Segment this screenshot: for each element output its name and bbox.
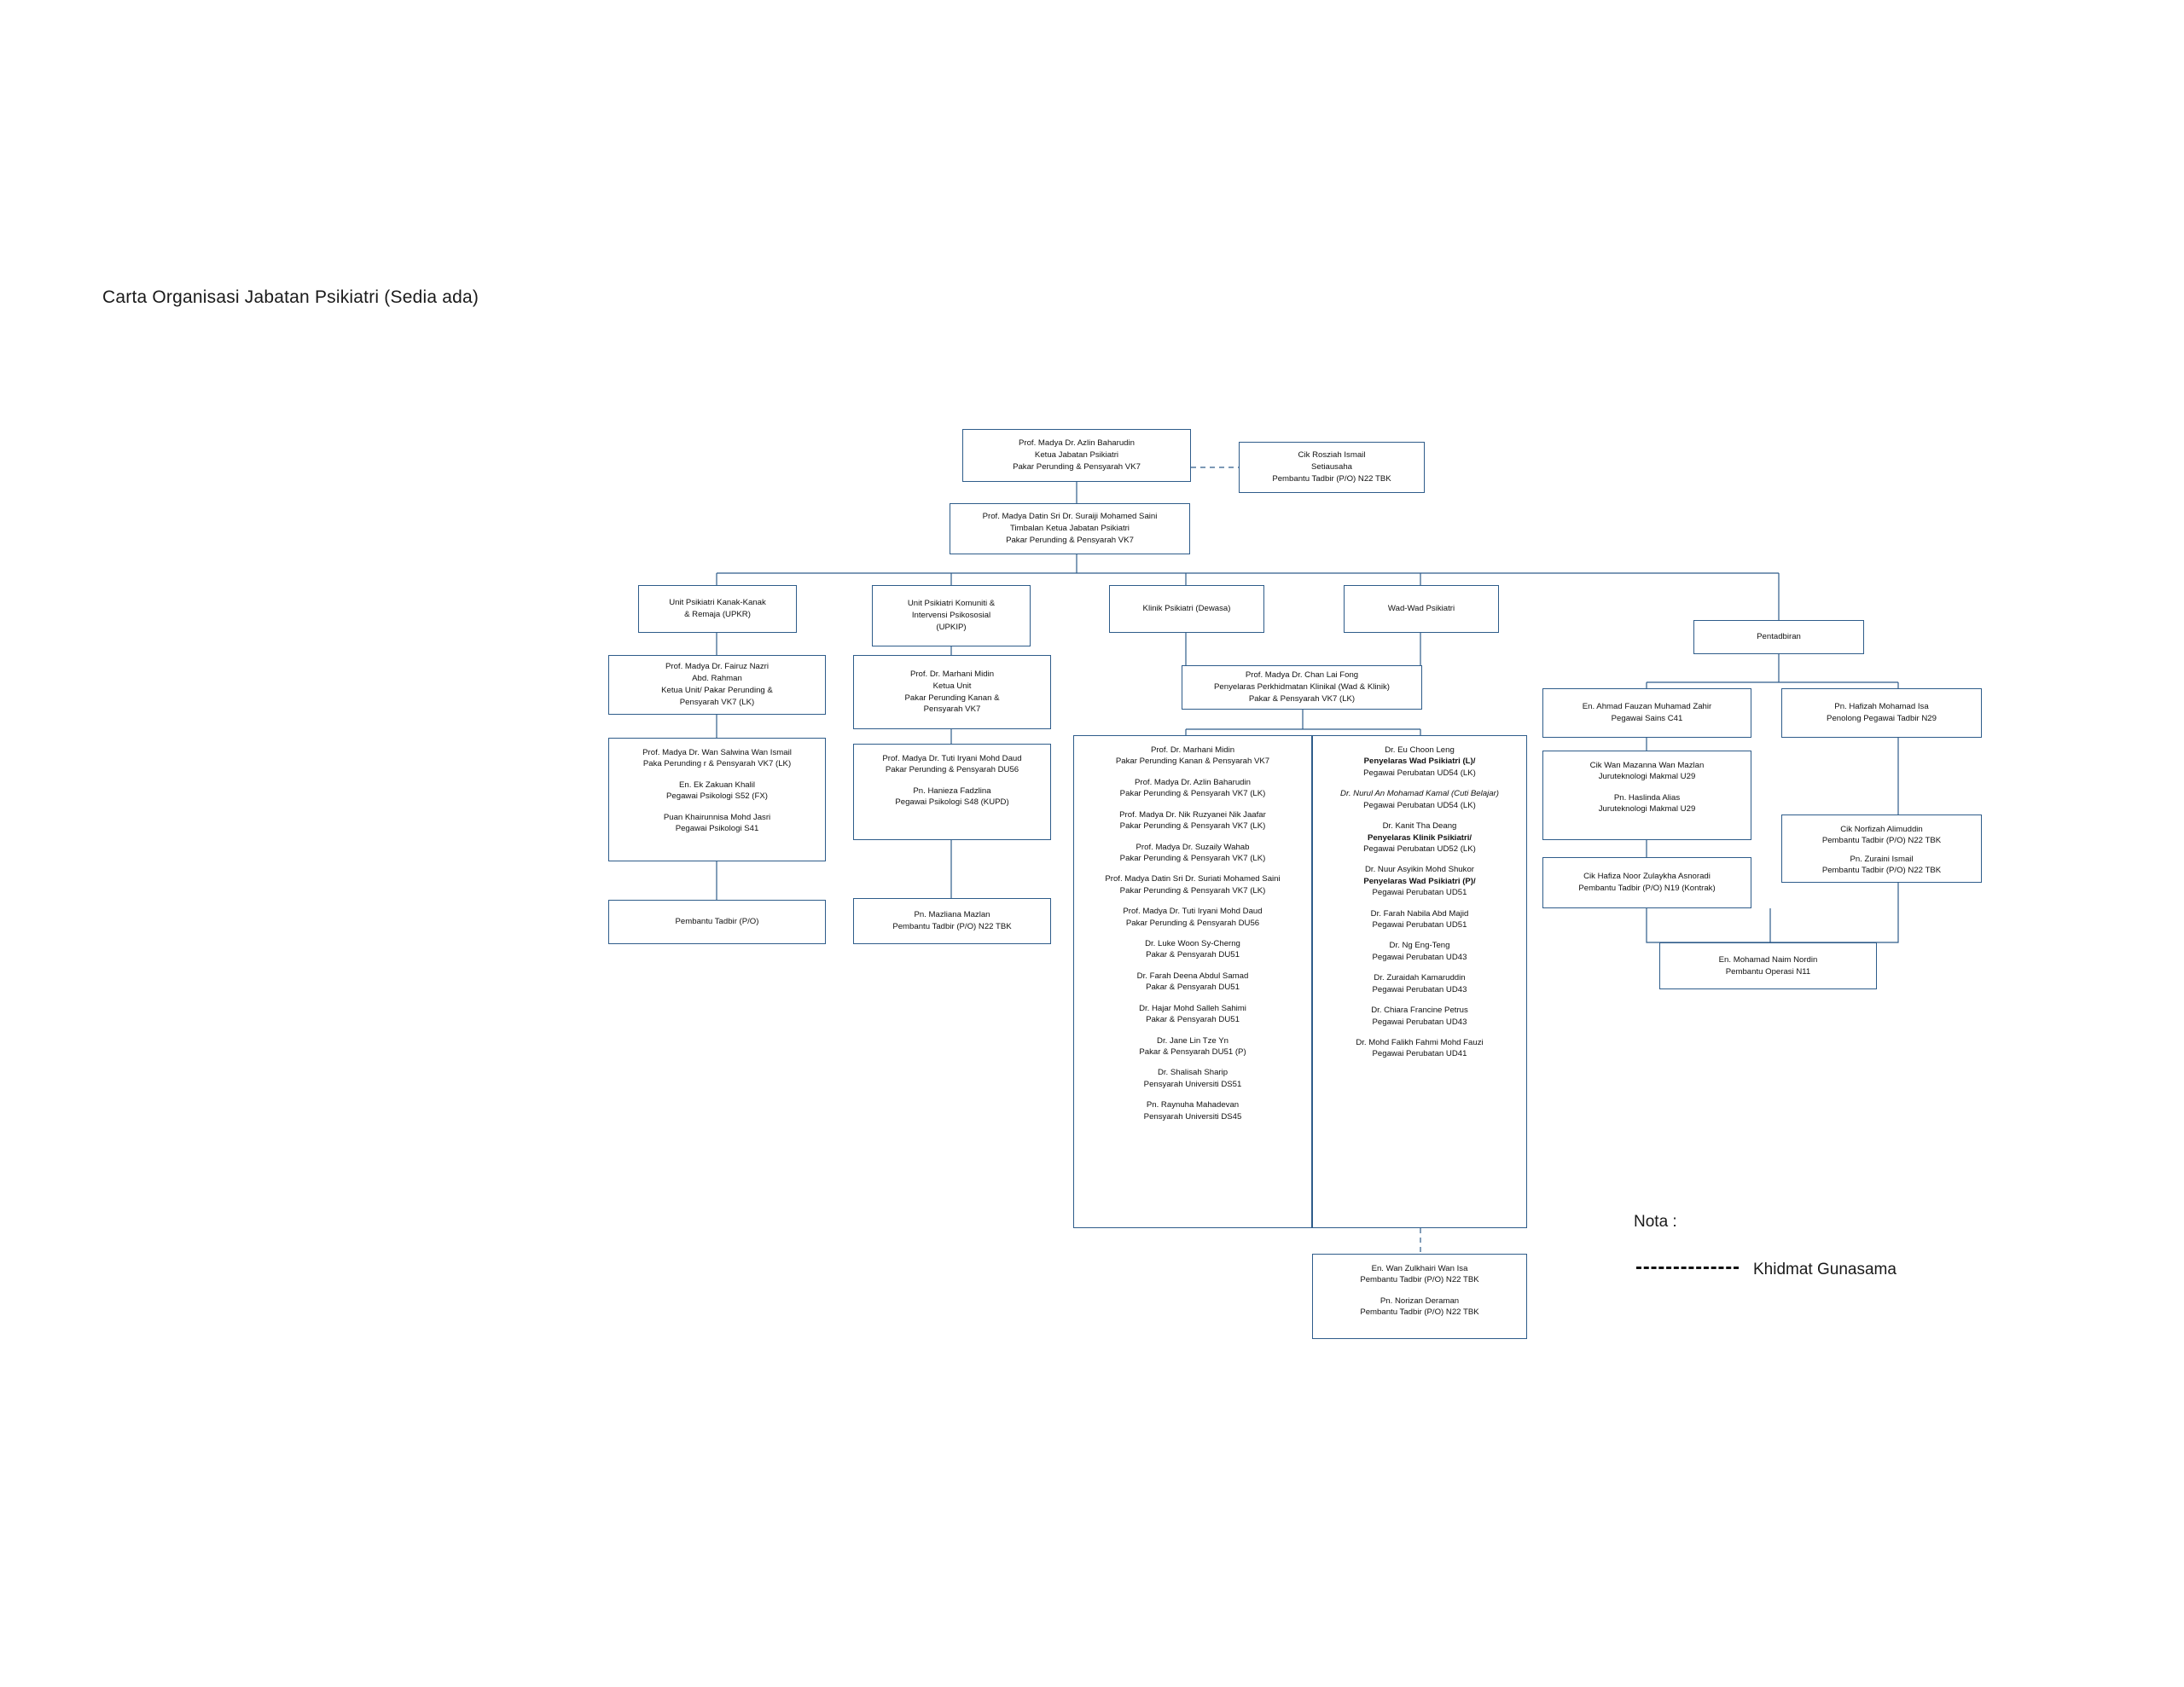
roster-line: Pegawai Perubatan UD41 [1372, 1049, 1467, 1059]
node-line: Abd. Rahman [692, 674, 742, 684]
roster-entry [1077, 1035, 1308, 1058]
roster-line: Pakar Perunding & Pensyarah DU56 [1125, 918, 1260, 928]
node-line: Prof. Madya Dr. Azlin Baharudin [1019, 438, 1135, 449]
node-line: Pembantu Tadbir (P/O) N22 TBK [892, 922, 1012, 931]
roster-line: Dr. Chiara Francine Petrus [1371, 1006, 1468, 1016]
page-title: Carta Organisasi Jabatan Psikiatri (Sedia ada) [102, 287, 479, 307]
node-upkr-staff[interactable] [608, 738, 826, 861]
node-line: En. Mohamad Naim Nordin [1718, 954, 1818, 965]
node-line: (UPKIP) [936, 622, 967, 632]
node-line: Klinik Psikiatri (Dewasa) [1142, 604, 1231, 614]
node-line: Pembantu Operasi N11 [1725, 966, 1811, 977]
roster-line: Juruteknologi Makmal U29 [1598, 772, 1696, 782]
node-line: Pakar Perunding & Pensyarah VK7 [1013, 461, 1141, 472]
legend-dashed-meaning: Khidmat Gunasama [1753, 1261, 1896, 1278]
roster-line: Pegawai Psikologi S48 (KUPD) [895, 797, 1009, 808]
roster-line: Pakar Perunding & Pensyarah VK7 (LK) [1119, 821, 1266, 832]
roster-entry [1547, 792, 1747, 815]
roster-line: Pakar Perunding & Pensyarah VK7 (LK) [1119, 853, 1266, 863]
node-upkr-head[interactable] [608, 655, 826, 715]
roster-entry [1786, 824, 1978, 847]
roster-line: En. Ek Zakuan Khalil [678, 780, 756, 790]
roster-line: Dr. Mohd Falikh Fahmi Mohd Fauzi [1356, 1038, 1484, 1048]
node-line: & Remaja (UPKR) [684, 610, 751, 619]
node-unit-upkip[interactable] [872, 585, 1031, 646]
roster-line: Prof. Madya Dr. Tuti Iryani Mohd Daud [882, 754, 1022, 763]
roster-line: Pembantu Tadbir (P/O) N22 TBK [1360, 1275, 1479, 1285]
roster-line: Prof. Madya Dr. Wan Salwina Wan Ismail [642, 748, 792, 757]
legend-label: Nota : [1634, 1213, 1677, 1231]
roster-line: Dr. Luke Woon Sy-Cherng [1145, 939, 1240, 949]
roster-line: Prof. Madya Dr. Suzaily Wahab [1136, 842, 1250, 852]
roster-entry [1077, 842, 1308, 865]
node-deputy-head[interactable] [950, 503, 1190, 554]
roster-line: Prof. Dr. Marhani Midin [1150, 745, 1235, 755]
roster-line: Juruteknologi Makmal U29 [1598, 804, 1696, 815]
roster-line: Penyelaras Wad Psikiatri (P)/ [1363, 876, 1476, 886]
roster-line: Pensyarah Universiti DS51 [1143, 1079, 1242, 1089]
node-line: Pensyarah VK7 (LK) [679, 697, 755, 707]
roster-line: Pakar & Pensyarah DU51 (P) [1139, 1047, 1246, 1058]
node-line: Penyelaras Perkhidmatan Klinikal (Wad & Klinik) [1214, 682, 1390, 693]
node-unit-wad-psikiatri[interactable] [1344, 585, 1499, 633]
roster-entry [1077, 809, 1308, 832]
roster-line: Dr. Nurul An Mohamad Kamal (Cuti Belajar) [1340, 789, 1499, 799]
roster-entry [1786, 854, 1978, 877]
node-secretary[interactable] [1239, 442, 1425, 493]
roster-line: Pegawai Perubatan UD43 [1372, 952, 1467, 962]
node-line: Pn. Hafizah Mohamad Isa [1834, 702, 1929, 712]
roster-line: Pegawai Perubatan UD54 (LK) [1363, 800, 1476, 810]
roster-line: Pakar & Pensyarah DU51 [1146, 1015, 1240, 1025]
roster-line: Prof. Madya Dr. Tuti Iryani Mohd Daud [1123, 907, 1263, 917]
roster-line: Pakar Perunding & Pensyarah VK7 (LK) [1119, 885, 1266, 896]
roster-line: En. Wan Zulkhairi Wan Isa [1371, 1264, 1468, 1273]
node-unit-upkr[interactable] [638, 585, 797, 633]
node-head-of-department[interactable] [962, 429, 1191, 482]
roster-entry [1077, 1003, 1308, 1026]
roster-entry [1077, 938, 1308, 961]
node-admin-lab-technologists[interactable] [1542, 751, 1751, 840]
roster-entry [1316, 940, 1523, 963]
roster-line: Pegawai Psikologi S41 [675, 824, 759, 834]
node-ward-medical-officer-roster[interactable] [1312, 735, 1527, 1228]
node-line: Pensyarah VK7 [923, 704, 981, 715]
node-line: Prof. Madya Dr. Chan Lai Fong [1245, 670, 1359, 681]
roster-line: Dr. Jane Lin Tze Yn [1157, 1035, 1228, 1046]
roster-line: Pegawai Perubatan UD43 [1372, 1017, 1467, 1027]
node-line: Ketua Jabatan Psikiatri [1034, 450, 1119, 461]
roster-line: Pembantu Tadbir (P/O) N22 TBK [1821, 866, 1942, 876]
roster-entry [1316, 1263, 1523, 1286]
roster-line: Pegawai Psikologi S52 (FX) [666, 791, 768, 802]
node-admin-clerks[interactable] [1781, 815, 1982, 883]
node-line: Timbalan Ketua Jabatan Psikiatri [1010, 524, 1130, 534]
node-clinic-specialist-roster[interactable] [1073, 735, 1312, 1228]
node-line: Intervensi Psikososial [911, 611, 991, 621]
node-line: Wad-Wad Psikiatri [1387, 604, 1455, 614]
roster-entry [1316, 1037, 1523, 1060]
node-clinic-admin-support[interactable] [1312, 1254, 1527, 1339]
roster-line: Penyelaras Wad Psikiatri (L)/ [1363, 757, 1476, 767]
node-line: Pn. Mazliana Mazlan [914, 910, 990, 920]
node-line: Pembantu Tadbir (P/O) N22 TBK [1272, 473, 1391, 484]
roster-entry [1316, 1296, 1523, 1319]
node-unit-pentadbiran[interactable] [1693, 620, 1864, 654]
roster-line: Pakar Perunding Kanan & Pensyarah VK7 [1115, 757, 1270, 767]
roster-entry [1316, 1005, 1523, 1028]
roster-line: Pn. Zuraini Ismail [1850, 854, 1914, 864]
node-line: Ketua Unit [932, 681, 972, 691]
roster-line: Pegawai Perubatan UD43 [1372, 984, 1467, 994]
roster-line: Pakar & Pensyarah DU51 [1146, 950, 1240, 960]
roster-line: Prof. Madya Dr. Nik Ruzyanei Nik Jaafar [1119, 809, 1266, 820]
node-line: Prof. Madya Datin Sri Dr. Suraiji Mohamed Saini [982, 512, 1158, 522]
roster-line: Puan Khairunnisa Mohd Jasri [663, 812, 771, 822]
roster-entry [1077, 745, 1308, 768]
roster-line: Prof. Madya Dr. Azlin Baharudin [1135, 777, 1251, 787]
roster-entry [1077, 906, 1308, 929]
node-line: Pakar Perunding Kanan & [904, 693, 1000, 703]
node-admin-contract-clerk[interactable] [1542, 857, 1751, 908]
node-unit-klinik-psikiatri[interactable] [1109, 585, 1264, 633]
roster-line: Pn. Raynuha Mahadevan [1146, 1100, 1240, 1110]
roster-entry [1316, 908, 1523, 931]
roster-entry [1316, 820, 1523, 855]
roster-entry [1077, 1067, 1308, 1090]
roster-line: Dr. Kanit Tha Deang [1382, 821, 1457, 832]
roster-entry [1077, 971, 1308, 994]
node-line: Pakar Perunding & Pensyarah VK7 [1006, 535, 1134, 545]
roster-line: Pn. Norizan Deraman [1380, 1296, 1460, 1306]
roster-entry [613, 747, 822, 770]
node-upkip-staff[interactable] [853, 744, 1051, 840]
roster-line: Dr. Shalisah Sharip [1157, 1068, 1228, 1078]
node-line: Prof. Dr. Marhani Midin [909, 669, 995, 679]
roster-line: Cik Norfizah Alimuddin [1840, 825, 1923, 834]
roster-line: Pensyarah Universiti DS45 [1143, 1111, 1242, 1122]
roster-line: Penyelaras Klinik Psikiatri/ [1367, 832, 1472, 843]
roster-line: Pakar & Pensyarah DU51 [1146, 983, 1240, 993]
roster-line: Pn. Hanieza Fadzlina [913, 786, 991, 796]
node-admin-science-officer[interactable] [1542, 688, 1751, 738]
node-upkip-admin[interactable] [853, 898, 1051, 944]
roster-entry [613, 780, 822, 803]
node-line: Pembantu Tadbir (P/O) [675, 917, 759, 927]
roster-entry [1077, 1099, 1308, 1122]
roster-line: Pakar Perunding & Pensyarah DU56 [885, 765, 1019, 775]
roster-line: Cik Wan Mazanna Wan Mazlan [1589, 761, 1705, 770]
roster-line: Pembantu Tadbir (P/O) N22 TBK [1821, 836, 1942, 846]
roster-line: Dr. Eu Choon Leng [1385, 745, 1455, 755]
roster-line: Pegawai Perubatan UD54 (LK) [1363, 768, 1476, 778]
node-upkr-admin[interactable] [608, 900, 826, 944]
node-line: Prof. Madya Dr. Fairuz Nazri [665, 662, 770, 672]
roster-line: Dr. Farah Deena Abdul Samad [1136, 971, 1249, 981]
node-clinical-coordinator[interactable] [1182, 665, 1422, 710]
roster-line: Pakar Perunding & Pensyarah VK7 (LK) [1119, 789, 1266, 799]
node-line: Cik Rosziah Ismail [1298, 450, 1366, 461]
roster-entry [1316, 788, 1523, 811]
node-line: Cik Hafiza Noor Zulaykha Asnoradi [1583, 872, 1711, 882]
roster-line: Pembantu Tadbir (P/O) N22 TBK [1360, 1307, 1479, 1318]
legend-dashed-line-sample [1636, 1267, 1739, 1269]
node-line: Penolong Pegawai Tadbir N29 [1827, 714, 1937, 723]
node-line: Setiausaha [1310, 462, 1352, 472]
roster-entry [1077, 873, 1308, 896]
roster-entry [857, 786, 1047, 809]
roster-line: Dr. Ng Eng-Teng [1389, 941, 1450, 951]
roster-line: Dr. Nuur Asyikin Mohd Shukor [1365, 865, 1474, 875]
roster-line: Pn. Haslinda Alias [1613, 792, 1681, 803]
roster-line: Dr. Farah Nabila Abd Majid [1370, 908, 1469, 919]
roster-line: Prof. Madya Datin Sri Dr. Suriati Mohamed Saini [1105, 874, 1281, 884]
node-line: Ketua Unit/ Pakar Perunding & [661, 686, 773, 695]
roster-line: Pegawai Perubatan UD51 [1372, 888, 1467, 898]
node-line: Unit Psikiatri Kanak-Kanak [669, 598, 766, 608]
roster-line: Dr. Zuraidah Kamaruddin [1374, 973, 1466, 983]
roster-entry [857, 753, 1047, 776]
roster-entry [613, 812, 822, 835]
node-admin-operations-assistant[interactable] [1659, 942, 1877, 989]
node-line: Pakar & Pensyarah VK7 (LK) [1248, 693, 1356, 704]
roster-line: Paka Perunding r & Pensyarah VK7 (LK) [642, 759, 792, 769]
node-upkip-head[interactable] [853, 655, 1051, 729]
node-admin-assistant-officer[interactable] [1781, 688, 1982, 738]
roster-entry [1547, 760, 1747, 783]
roster-entry [1316, 745, 1523, 779]
node-line: Pentadbiran [1757, 632, 1801, 642]
roster-entry [1316, 972, 1523, 995]
node-line: Pembantu Tadbir (P/O) N19 (Kontrak) [1578, 884, 1716, 893]
node-line: En. Ahmad Fauzan Muhamad Zahir [1582, 702, 1712, 712]
node-line: Unit Psikiatri Komuniti & [907, 599, 996, 609]
roster-line: Pegawai Perubatan UD52 (LK) [1363, 844, 1476, 854]
node-line: Pegawai Sains C41 [1611, 714, 1683, 723]
roster-entry [1077, 777, 1308, 800]
roster-entry [1316, 864, 1523, 898]
roster-line: Pegawai Perubatan UD51 [1372, 920, 1467, 930]
roster-line: Dr. Hajar Mohd Salleh Sahimi [1139, 1003, 1246, 1013]
